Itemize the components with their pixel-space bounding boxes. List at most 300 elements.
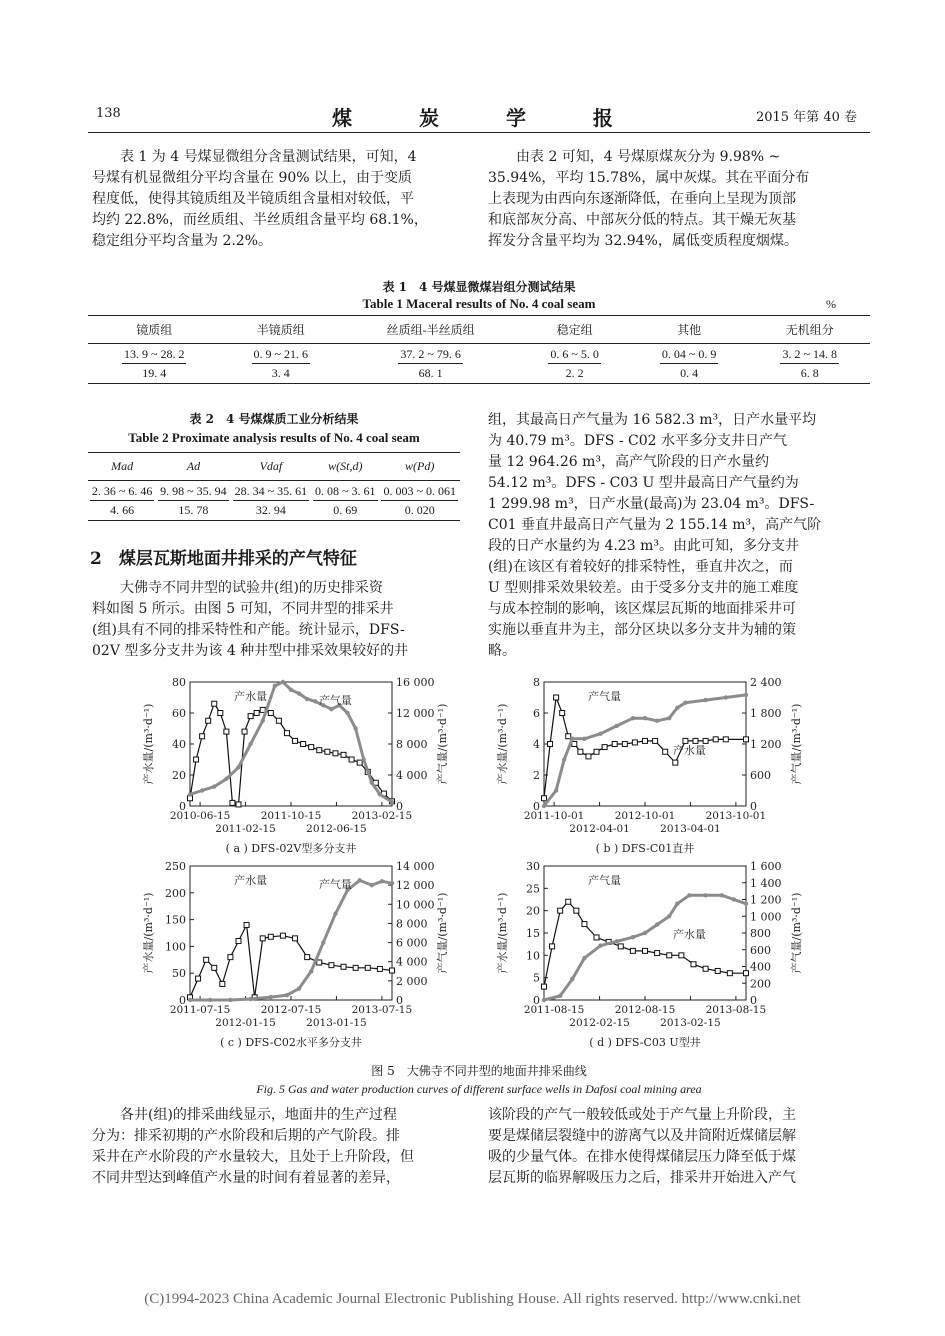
- water-point: [268, 934, 273, 939]
- table1-header-row: [88, 316, 870, 344]
- text-line: 料如图 5 所示。由图 5 可知，不同井型的排采井: [92, 601, 394, 617]
- y2-axis-label: 产气量/(m³·d⁻¹): [790, 892, 803, 974]
- water-point: [693, 738, 698, 743]
- text-line: U 型则排采效果较差。由于受多分支井的施工难度: [488, 580, 799, 596]
- text-line: (组)在该区有着较好的排采特性，垂直井次之，而: [488, 559, 793, 575]
- y2-tick-label: 12 000: [396, 879, 435, 893]
- y-axis-label: 产水量/(m³·d⁻¹): [496, 703, 509, 785]
- gas-point: [357, 878, 361, 882]
- text-line: 实施以垂直井为主，部分区块以多分支井为辅的策: [488, 622, 796, 638]
- table1-header-cell: 稳定组: [556, 323, 593, 337]
- table1-title-en: Table 1 Maceral results of No. 4 coal seam: [362, 296, 596, 311]
- x-tick-label: 2012-07-15: [260, 1004, 322, 1016]
- volume-label: 2015 年第 40 卷: [755, 110, 857, 125]
- water-point: [293, 936, 298, 941]
- water-point: [218, 711, 223, 716]
- water-point: [220, 981, 225, 986]
- gas-point: [703, 698, 707, 702]
- series-annotation: 产水量: [234, 874, 268, 887]
- y2-tick-label: 1 600: [750, 860, 782, 873]
- table1-range: 0. 9 ~ 21. 6: [252, 347, 311, 364]
- gas-series-line: [190, 682, 392, 802]
- figure5-caption-en: Fig. 5 Gas and water production curves of different surface wells in Dafosi coal mining area: [256, 1082, 702, 1096]
- table2-mean: 15. 78: [178, 502, 209, 517]
- section-heading: 2 煤层瓦斯地面井排采的产气特征: [90, 549, 357, 569]
- table1: [88, 315, 870, 384]
- text-line: 54.12 m³。DFS - C03 U 型井最高日产气量约为: [488, 475, 799, 491]
- table2-header-cell: Ad: [186, 459, 201, 473]
- table1-range: 13. 9 ~ 28. 2: [122, 347, 187, 364]
- water-point: [305, 955, 310, 960]
- gas-point: [615, 724, 619, 728]
- water-point: [293, 738, 298, 743]
- gas-point: [667, 716, 671, 720]
- gas-point: [313, 699, 317, 703]
- text-line: 与成本控制的影响，该区煤层瓦斯的地面排采井可: [488, 601, 796, 617]
- gas-point: [582, 956, 586, 960]
- y2-tick-label: 600: [750, 943, 771, 957]
- y2-tick-label: 6 000: [396, 936, 428, 950]
- text-line: 该阶段的产气一般较低或处于产气量上升阶段，主: [488, 1107, 796, 1123]
- text-line: 程度低，使得其镜质组及半镜质组含量相对较低，平: [92, 191, 414, 207]
- y-tick-label: 6: [533, 707, 540, 720]
- water-point: [566, 734, 571, 739]
- table2-fraction: [313, 484, 378, 518]
- text-line: 各井(组)的排采曲线显示，地面井的生产过程: [120, 1107, 397, 1123]
- y2-tick-label: 16 000: [396, 676, 435, 689]
- water-point: [542, 984, 547, 989]
- table1-header-cell: 丝质组-半丝质组: [386, 323, 475, 337]
- y-tick-label: 0: [533, 994, 540, 1007]
- series-annotation: 产水量: [672, 744, 706, 757]
- series-annotation: 产气量: [588, 874, 622, 887]
- chart-b: [492, 672, 812, 858]
- gas-point: [598, 943, 602, 947]
- gas-point: [345, 711, 349, 715]
- table1-mean: 3. 4: [271, 365, 290, 380]
- table2-fraction: [233, 484, 310, 518]
- gas-point: [390, 800, 394, 804]
- x-tick-label: 2012-04-01: [569, 823, 630, 835]
- water-point: [715, 968, 720, 973]
- water-point: [582, 922, 587, 927]
- table2-header-cell: w(Pd): [405, 459, 435, 473]
- y-tick-label: 20: [172, 769, 186, 782]
- gas-point: [362, 757, 366, 761]
- water-point: [594, 935, 599, 940]
- text-line: (组)具有不同的排采特性和产能。统计显示，DFS-: [92, 622, 405, 638]
- water-point: [317, 960, 322, 965]
- x-tick-label: 2012-06-15: [306, 823, 367, 835]
- text-line: 略。: [488, 643, 516, 659]
- water-point: [353, 965, 358, 970]
- gas-point: [370, 883, 374, 887]
- gas-point: [228, 998, 232, 1002]
- water-point: [586, 754, 591, 759]
- water-point: [632, 740, 637, 745]
- table1-range: 37. 2 ~ 79. 6: [398, 347, 463, 364]
- water-point: [206, 718, 211, 723]
- water-point: [390, 968, 395, 973]
- table2-title-en: Table 2 Proximate analysis results of No. 4 coal seam: [128, 430, 420, 445]
- text-line: 表 1 为 4 号煤显微组分含量测试结果，可知，4: [120, 149, 417, 165]
- water-point: [309, 745, 314, 750]
- table2-range: 0. 003 ~ 0. 061: [381, 484, 458, 501]
- water-point: [244, 922, 249, 927]
- y-tick-label: 20: [526, 904, 540, 918]
- water-point: [254, 711, 259, 716]
- water-point: [212, 965, 217, 970]
- table1-fraction: [398, 347, 463, 381]
- gas-point: [582, 737, 586, 741]
- table2-range: 9. 98 ~ 35. 94: [158, 484, 229, 501]
- water-point: [248, 714, 253, 719]
- text-line: 要是煤储层裂缝中的游离气以及井筒附近煤储层解: [488, 1128, 796, 1144]
- series-annotation: 产气量: [318, 694, 352, 707]
- gas-point: [224, 777, 228, 781]
- water-point: [554, 695, 559, 700]
- water-point: [268, 711, 273, 716]
- water-point: [550, 944, 555, 949]
- table2-mean: 0. 020: [404, 502, 435, 517]
- gas-point: [542, 804, 546, 808]
- x-tick-label: 2013-07-15: [351, 1004, 413, 1016]
- gas-point: [273, 684, 277, 688]
- water-point: [284, 731, 289, 736]
- gas-point: [675, 706, 679, 710]
- x-tick-label: 2013-02-15: [660, 1017, 721, 1029]
- water-point: [683, 738, 688, 743]
- gas-point: [208, 998, 212, 1002]
- y-tick-label: 4: [533, 738, 540, 751]
- water-point: [228, 955, 233, 960]
- x-tick-label: 2013-10-01: [705, 810, 767, 822]
- water-point: [566, 899, 571, 904]
- chart-c: [138, 856, 458, 1052]
- table1-mean: 19. 4: [142, 365, 167, 380]
- y2-tick-label: 14 000: [396, 860, 435, 873]
- gas-point: [333, 912, 337, 916]
- y-axis-label: 产水量/(m³·d⁻¹): [142, 892, 155, 974]
- gas-point: [378, 792, 382, 796]
- series-annotation: 产气量: [588, 690, 622, 703]
- y2-tick-label: 2 400: [750, 676, 782, 689]
- x-tick-label: 2012-02-15: [569, 1017, 630, 1029]
- text-line: 分为：排采初期的产水阶段和后期的产气阶段。排: [92, 1128, 400, 1144]
- gas-point: [188, 998, 192, 1002]
- y2-axis-label: 产气量/(m³·d⁻¹): [436, 703, 449, 785]
- water-point: [560, 711, 565, 716]
- gas-point: [570, 977, 574, 981]
- y2-tick-label: 1 200: [750, 893, 782, 907]
- water-point: [578, 749, 583, 754]
- gas-point: [297, 691, 301, 695]
- water-point: [341, 964, 346, 969]
- table2-fraction: [158, 484, 229, 518]
- water-point: [703, 738, 708, 743]
- water-point: [653, 738, 658, 743]
- gas-point: [554, 788, 558, 792]
- table2-header-cell: Vdaf: [259, 459, 283, 473]
- table1-range: 0. 6 ~ 5. 0: [548, 347, 601, 364]
- x-tick-label: 2013-02-15: [351, 810, 413, 822]
- water-point: [594, 749, 599, 754]
- water-point: [194, 757, 199, 762]
- gas-point: [281, 680, 285, 684]
- gas-point: [724, 695, 728, 699]
- chart-caption: ( c ) DFS-C02水平多分支井: [220, 1036, 362, 1049]
- water-point: [602, 745, 607, 750]
- water-point: [230, 800, 235, 805]
- water-point: [727, 971, 732, 976]
- text-line: 大佛寺不同井型的试验井(组)的历史排采资: [120, 580, 383, 596]
- gas-point: [655, 922, 659, 926]
- text-line: 号煤有机显微组分平均含量在 90% 以上，由于变质: [92, 170, 413, 186]
- y-tick-label: 80: [172, 676, 186, 689]
- y2-tick-label: 12 000: [396, 707, 435, 720]
- gas-point: [289, 688, 293, 692]
- y-tick-label: 250: [165, 860, 186, 873]
- text-line: 段的日产水量约为 4.23 m³。由此可知，多分支井: [488, 538, 799, 554]
- x-tick-label: 2010-06-15: [169, 810, 231, 822]
- x-tick-label: 2011-02-15: [215, 823, 276, 835]
- table1-header-cell: 镜质组: [136, 323, 173, 337]
- water-point: [260, 936, 265, 941]
- gas-point: [643, 716, 647, 720]
- x-tick-label: 2013-04-01: [660, 823, 721, 835]
- gas-point: [261, 719, 265, 723]
- water-point: [333, 751, 338, 756]
- y-tick-label: 10: [526, 949, 540, 963]
- gas-point: [236, 765, 240, 769]
- gas-point: [744, 693, 748, 697]
- gas-point: [655, 719, 659, 723]
- y-tick-label: 30: [526, 860, 540, 873]
- table2-mean: 0. 69: [333, 502, 358, 517]
- y-tick-label: 15: [526, 927, 540, 940]
- table1-mean: 68. 1: [418, 365, 443, 380]
- y-tick-label: 0: [179, 800, 186, 813]
- text-line: 02V 型多分支井为该 4 种井型中排采效果较好的井: [92, 643, 409, 659]
- gas-point: [297, 986, 301, 990]
- table2-data-row: [88, 481, 460, 521]
- gas-point: [703, 893, 707, 897]
- table1-mean: 6. 8: [800, 365, 819, 380]
- water-point: [236, 802, 241, 807]
- water-point: [196, 976, 201, 981]
- table1-fraction: [252, 347, 311, 381]
- water-point: [548, 742, 553, 747]
- gas-point: [732, 897, 736, 901]
- y-axis-label: 产水量/(m³·d⁻¹): [496, 892, 509, 974]
- gas-point: [683, 700, 687, 704]
- plot-frame: [190, 682, 392, 806]
- gas-point: [542, 998, 546, 1002]
- water-point: [723, 737, 728, 742]
- water-point: [622, 742, 627, 747]
- water-point: [612, 742, 617, 747]
- water-point: [673, 760, 678, 765]
- water-point: [679, 953, 684, 958]
- bottom-right-paragraph: [488, 1105, 858, 1189]
- y-tick-label: 60: [172, 707, 186, 720]
- table1-mean: 2. 2: [565, 365, 584, 380]
- x-tick-label: 2013-08-15: [705, 1004, 767, 1016]
- chart-caption: ( b ) DFS-C01直井: [595, 842, 695, 855]
- water-point: [703, 966, 708, 971]
- text-line: 吸的少量气体。在排水使得煤储层压力降至低于煤: [488, 1149, 796, 1165]
- series-annotation: 产水量: [672, 928, 706, 941]
- text-line: 量 12 964.26 m³，高产气阶段的日产水量约: [488, 454, 770, 470]
- water-point: [224, 729, 229, 734]
- series-annotation: 产气量: [318, 878, 352, 891]
- y2-tick-label: 0: [750, 800, 757, 813]
- text-line: 由表 2 可知，4 号煤原煤灰分为 9.98% ~: [516, 149, 781, 165]
- water-point: [204, 957, 209, 962]
- table1-header-cell: 无机组分: [785, 323, 834, 337]
- text-line: 均约 22.8%，而丝质组、半丝质组含量平均 68.1%，: [92, 212, 428, 228]
- gas-point: [329, 707, 333, 711]
- water-point: [630, 948, 635, 953]
- gas-point: [188, 792, 192, 796]
- water-point: [242, 729, 247, 734]
- y2-tick-label: 200: [750, 977, 771, 991]
- text-line: 层瓦斯的临界解吸压力之后，排采井开始进入产气: [488, 1170, 796, 1186]
- water-point: [301, 742, 306, 747]
- y-tick-label: 25: [526, 882, 540, 896]
- table1-range: 3. 2 ~ 14. 8: [780, 347, 839, 364]
- table1-fraction: [122, 347, 187, 381]
- water-series-line: [544, 698, 746, 799]
- gas-point: [353, 726, 357, 730]
- y-tick-label: 40: [172, 738, 186, 751]
- chart-caption: ( a ) DFS-02V型多分支井: [225, 842, 357, 855]
- water-point: [643, 738, 648, 743]
- gas-point: [380, 879, 384, 883]
- left-intro-paragraph: [92, 147, 460, 252]
- text-line: 采井在产水阶段的产水量较大，且处于上升阶段，但: [92, 1149, 414, 1165]
- table2-range: 0. 08 ~ 3. 61: [313, 484, 378, 501]
- y-tick-label: 150: [165, 913, 186, 927]
- water-point: [329, 963, 334, 968]
- y2-tick-label: 1 400: [750, 876, 782, 890]
- chart-caption: ( d ) DFS-C03 U型井: [589, 1036, 701, 1049]
- water-point: [744, 737, 749, 742]
- y2-tick-label: 800: [750, 927, 771, 940]
- table2-mean: 32. 94: [255, 502, 286, 517]
- gas-point: [675, 901, 679, 905]
- copyright-footer: (C)1994-2023 China Academic Journal Electronic Publishing House. All rights reserved. http://www.cnki.net: [144, 1291, 801, 1307]
- gas-point: [212, 784, 216, 788]
- gas-point: [598, 731, 602, 735]
- gas-point: [562, 757, 566, 761]
- y2-axis-label: 产气量/(m³·d⁻¹): [790, 703, 803, 785]
- right-results-paragraph: [488, 410, 858, 662]
- y2-tick-label: 0: [396, 994, 403, 1007]
- y2-tick-label: 600: [750, 769, 771, 782]
- x-tick-label: 2012-08-15: [614, 1004, 676, 1016]
- water-point: [574, 908, 579, 913]
- y-tick-label: 100: [165, 940, 186, 954]
- text-line: 组，其最高日产气量为 16 582.3 m³，日产水量平均: [488, 412, 817, 428]
- table2-fraction: [381, 484, 458, 518]
- y-tick-label: 8: [533, 676, 540, 689]
- water-point: [325, 749, 330, 754]
- gas-point: [667, 914, 671, 918]
- gas-point: [720, 893, 724, 897]
- y-tick-label: 200: [165, 886, 186, 900]
- table1-range: 0. 04 ~ 0. 9: [660, 347, 719, 364]
- water-point: [341, 752, 346, 757]
- right-intro-paragraph: [488, 147, 858, 252]
- water-point: [663, 749, 668, 754]
- gas-point: [631, 935, 635, 939]
- water-point: [317, 748, 322, 753]
- text-line: 挥发分含量平均为 32.94%，属低变质程度烟煤。: [488, 233, 798, 249]
- gas-series-line: [544, 695, 746, 806]
- y-axis-label: 产水量/(m³·d⁻¹): [142, 703, 155, 785]
- journal-title: 煤 炭 学 报: [332, 106, 643, 130]
- y2-tick-label: 0: [396, 800, 403, 813]
- water-point: [744, 971, 749, 976]
- water-point: [280, 933, 285, 938]
- water-point: [357, 760, 362, 765]
- table1-fraction: [780, 347, 839, 381]
- text-line: 和底部灰分高、中部灰分低的特点。其干燥无灰基: [488, 212, 796, 228]
- gas-point: [390, 881, 394, 885]
- gas-point: [570, 737, 574, 741]
- gas-point: [305, 697, 309, 701]
- bottom-left-paragraph: [92, 1105, 460, 1189]
- gas-point: [615, 939, 619, 943]
- y2-tick-label: 10 000: [396, 898, 435, 912]
- water-point: [200, 734, 205, 739]
- table2-range: 28. 34 ~ 35. 61: [233, 484, 310, 501]
- water-point: [542, 796, 547, 801]
- y2-axis-label: 产气量/(m³·d⁻¹): [436, 892, 449, 974]
- water-point: [667, 953, 672, 958]
- x-tick-label: 2011-08-15: [523, 1004, 585, 1016]
- table2: [88, 452, 460, 521]
- water-point: [212, 701, 217, 706]
- gas-point: [200, 788, 204, 792]
- water-point: [276, 718, 281, 723]
- table1-fraction: [660, 347, 719, 381]
- text-line: 上表现为由西向东逐渐降低，在垂向上呈现为顶部: [488, 191, 796, 207]
- page-number: 138: [96, 106, 121, 121]
- table2-header-row: [88, 453, 460, 481]
- water-point: [713, 737, 718, 742]
- text-line: 35.94%，平均 15.78%，属中灰煤。其在平面分布: [488, 170, 810, 186]
- water-point: [377, 966, 382, 971]
- y-tick-label: 0: [179, 994, 186, 1007]
- header-rule: [88, 132, 870, 133]
- table1-mean: 0. 4: [680, 365, 699, 380]
- text-line: C01 垂直井最高日产气量为 2 155.14 m³，高产气阶: [488, 517, 822, 533]
- water-point: [655, 951, 660, 956]
- gas-point: [370, 781, 374, 785]
- x-tick-label: 2013-01-15: [306, 1017, 367, 1029]
- x-tick-label: 2011-10-01: [523, 810, 585, 822]
- table1-data-row: [88, 344, 870, 384]
- gas-point: [631, 716, 635, 720]
- text-line: 稳定组分平均含量为 2.2%。: [92, 233, 273, 249]
- water-point: [236, 939, 241, 944]
- water-point: [558, 908, 563, 913]
- table2-fraction: [90, 484, 155, 518]
- y2-tick-label: 1 000: [750, 910, 782, 924]
- text-line: 1 299.98 m³，日产水量(最高)为 23.04 m³。DFS-: [488, 496, 815, 512]
